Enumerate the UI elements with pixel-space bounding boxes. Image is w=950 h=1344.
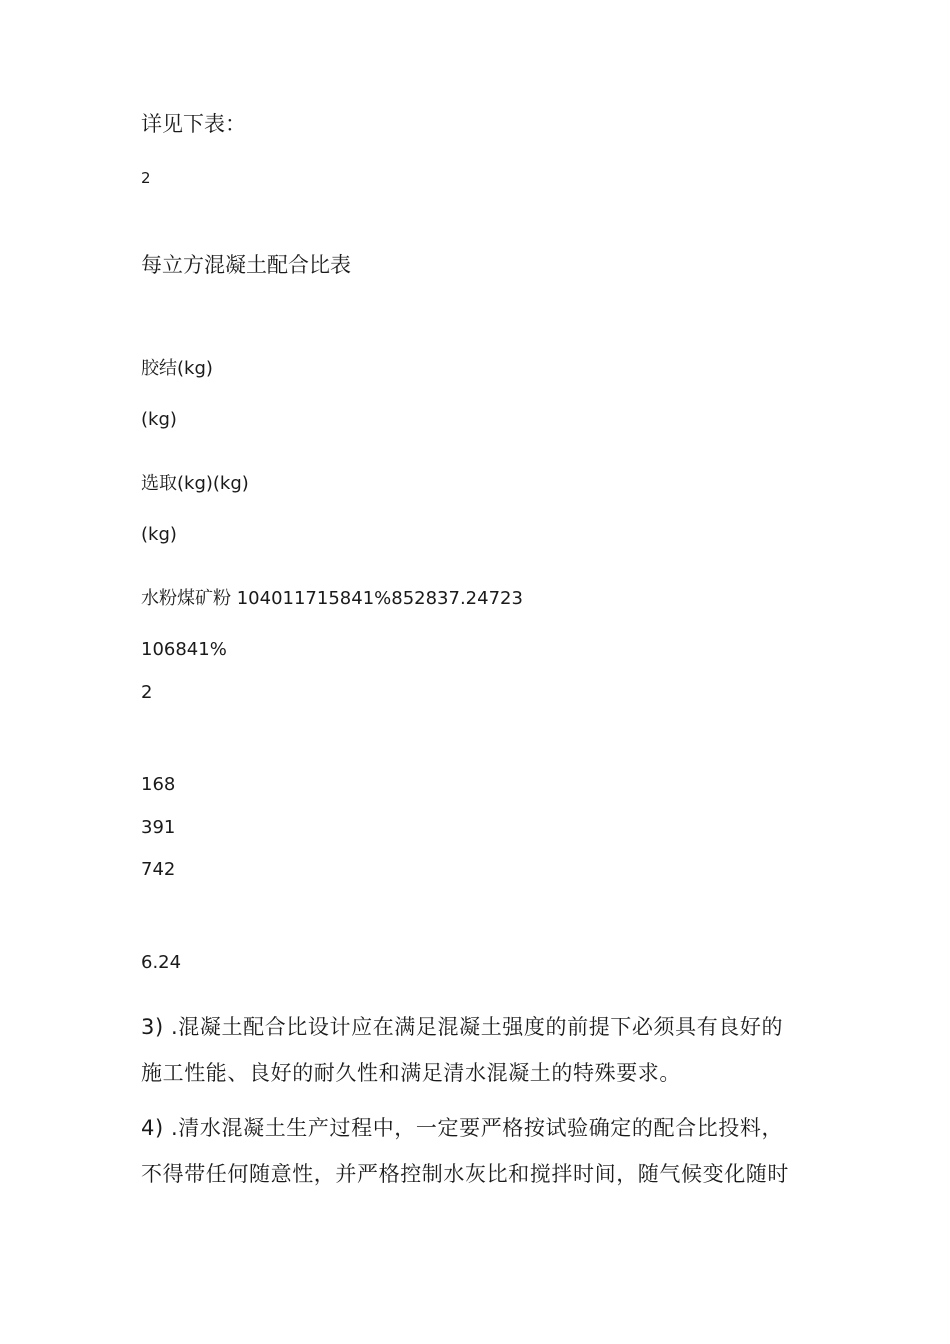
reference-number: 2 [141, 169, 151, 187]
table-cell: 6.24 [141, 952, 182, 973]
paragraph-3 [141, 1004, 821, 1096]
table-cell: 水粉煤矿粉 104011715841%852837.24723 [141, 588, 523, 609]
table-cell: 391 [141, 817, 176, 838]
paragraph-3-line-2: 施工性能、良好的耐久性和满足清水混凝土的特殊要求。 [141, 1061, 681, 1085]
table-title: 每立方混凝土配合比表 [141, 253, 351, 277]
table-cell: 选取(kg)(kg) [141, 473, 249, 494]
table-cell: (kg) [141, 409, 177, 430]
paragraph-3-line-1: 3) .混凝土配合比设计应在满足混凝土强度的前提下必须具有良好的 [141, 1015, 784, 1039]
paragraph-4 [141, 1105, 821, 1197]
paragraph-4-line-1: 4) .清水混凝土生产过程中，一定要严格按试验确定的配合比投料， [141, 1116, 784, 1140]
intro-text: 详见下表： [141, 112, 246, 136]
table-cell: 742 [141, 859, 176, 880]
table-cell: 2 [141, 682, 153, 703]
table-cell: 胶结(kg) [141, 358, 213, 379]
table-cell: (kg) [141, 524, 177, 545]
table-cell: 168 [141, 774, 176, 795]
paragraph-4-line-2: 不得带任何随意性，并严格控制水灰比和搅拌时间，随气候变化随时 [141, 1162, 789, 1186]
table-cell: 106841% [141, 639, 227, 660]
